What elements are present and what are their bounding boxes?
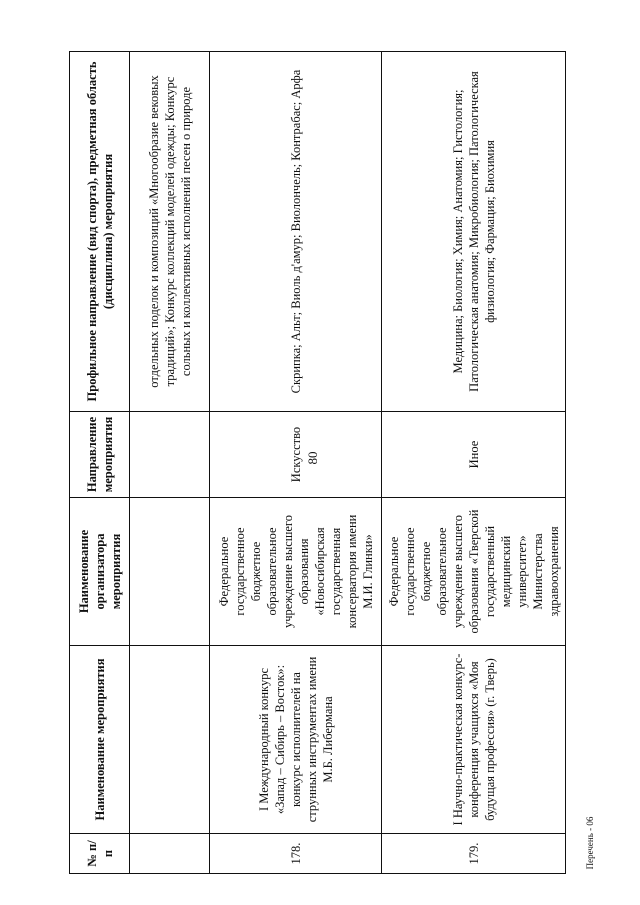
cont-direction xyxy=(130,412,210,498)
table-header-row xyxy=(70,52,130,874)
table-row xyxy=(210,52,382,874)
footer-code: Перечень - 06 xyxy=(585,816,595,870)
cont-num xyxy=(130,834,210,874)
page-number: 80 xyxy=(305,451,320,465)
row-event-name: I Научно-практическая конкурс-конференция учащихся «Моя будущая профессия» (г. Тверь) xyxy=(382,646,566,834)
row-direction: Иное xyxy=(382,412,566,498)
header-organizer: Наименование организатора мероприятия xyxy=(70,498,130,646)
row-organizer: Федеральное государственное бюджетное образовательное учреждение высшего образования «Новосибирская государственная консерватория имени М.И. Глинки» xyxy=(210,498,382,646)
row-profile: Скрипка; Альт; Виоль д'амур; Виолончель; Контрабас; Арфа xyxy=(210,52,382,412)
row-event-name: I Международный конкурс «Запад – Сибирь – Восток»: конкурс исполнителей на струнных инструментах имени М.Б. Либермана xyxy=(210,646,382,834)
header-profile: Профильное направление (вид спорта), предметная область (дисциплина) мероприятия xyxy=(70,52,130,412)
header-num: № п/п xyxy=(70,834,130,874)
events-table xyxy=(69,52,565,874)
cont-event-name xyxy=(130,646,210,834)
cont-organizer xyxy=(130,498,210,646)
row-num: 178. xyxy=(210,834,382,874)
table-row xyxy=(382,52,566,874)
table-row-continuation xyxy=(130,52,210,874)
header-direction: Направление мероприятия xyxy=(70,412,130,498)
row-direction: Искусство xyxy=(210,412,382,498)
cont-profile: отдельных поделок и композиций «Многообразие вековых традиций»; Конкурс коллекций моделей одежды; Конкурс сольных и коллективных исполнений песен о природе xyxy=(130,52,210,412)
row-organizer: Федеральное государственное бюджетное образовательное учреждение высшего образования «Тверской государственный медицинский университет» Министерства здравоохранения xyxy=(382,498,566,646)
header-event-name: Наименование мероприятия xyxy=(70,646,130,834)
row-num: 179. xyxy=(382,834,566,874)
row-profile: Медицина; Биология; Химия; Анатомия; Гистология; Патологическая анатомия; Микробиология; Патологическая физиология; Фармация; Биохимия xyxy=(382,52,566,412)
